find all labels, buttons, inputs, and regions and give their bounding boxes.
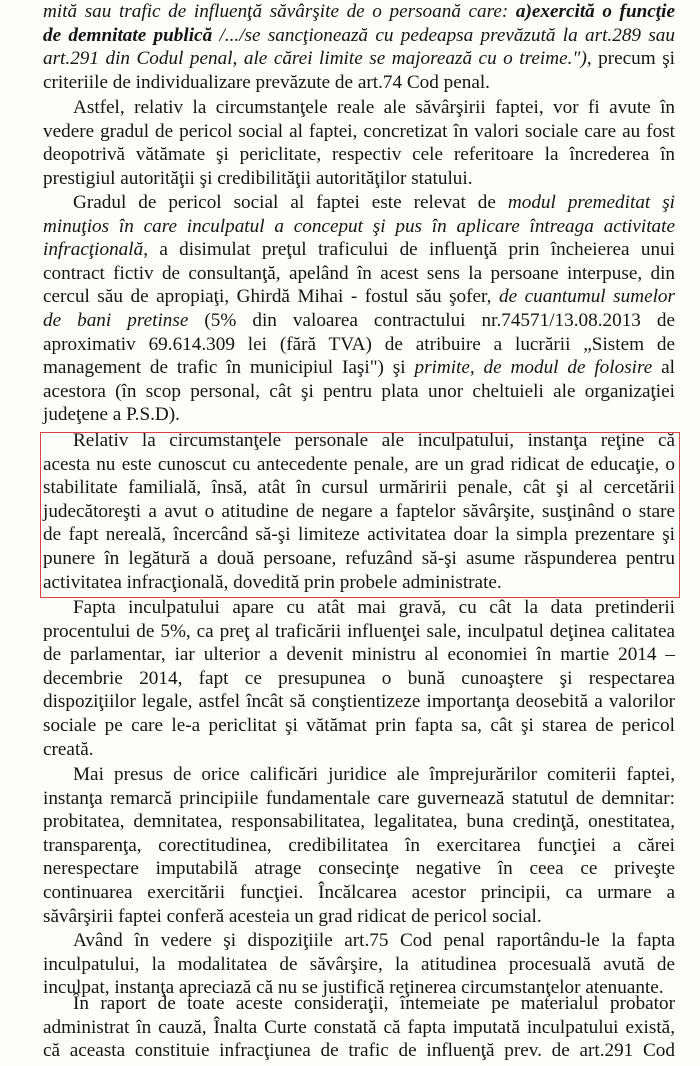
text-line xyxy=(43,120,675,144)
text-line xyxy=(43,881,675,905)
paragraph-2 xyxy=(43,191,675,427)
text-segment: administrat în cauză, Înalta Curte constată că fapta imputată inculpatului există, xyxy=(43,1016,675,1038)
text-line xyxy=(43,810,675,834)
text-segment: al xyxy=(652,357,675,379)
text-segment: art.291 din Codul penal, ale cărei limite se majorează cu o treime.") xyxy=(43,48,587,70)
text-line xyxy=(43,667,675,691)
text-segment: că aceasta constituie infracţiunea de trafic de influenţă prev. de art.291 Cod xyxy=(43,1040,675,1062)
text-line xyxy=(43,857,675,881)
text-segment: (5% din valoarea contractului nr.74571/13.08.2013 de xyxy=(188,309,675,331)
text-segment: Relativ la circumstanţele personale ale inculpatului, instanţa reţine că xyxy=(73,430,675,451)
text-segment: /.../se sancţionează cu pedeapsa prevăzută la art.289 sau xyxy=(212,24,675,46)
text-segment: inculpatului, la modalitatea de săvârşire, la atitudinea procesuală avută de xyxy=(43,953,675,975)
text-line xyxy=(43,215,675,239)
text-segment: continuarea exercitării funcţiei. Încălcarea acestor principii, ca urmare a xyxy=(43,881,675,903)
text-segment: infracţională xyxy=(43,239,144,261)
text-line xyxy=(43,429,675,453)
text-line xyxy=(43,96,675,120)
text-line xyxy=(43,992,675,1016)
paragraph-6 xyxy=(43,929,675,1000)
text-segment: Astfel, relativ la circumstanţele reale ale săvârşirii faptei, vor fi avute în xyxy=(73,97,675,118)
text-segment: , a disimulat preţul traficului de influenţă prin încheierea unui xyxy=(143,239,675,261)
text-segment: minuţios în care inculpatul a conceput şi pus în aplicare întreaga activitate xyxy=(43,215,675,237)
text-segment: instanţa remarcă principiile fundamentale care guvernează statutul de demnitar: xyxy=(43,787,675,809)
text-line xyxy=(43,143,675,167)
paragraph-0 xyxy=(43,0,675,94)
text-line xyxy=(43,905,675,929)
text-line xyxy=(43,309,675,333)
text-segment: prestigiul autorităţii şi credibilităţii autorităţilor statului. xyxy=(43,167,473,189)
text-line xyxy=(43,262,675,286)
text-line xyxy=(43,738,675,762)
text-segment: de demnitate publică xyxy=(43,24,213,46)
text-line xyxy=(43,453,675,477)
text-line xyxy=(43,834,675,858)
text-line xyxy=(43,714,675,738)
text-segment: punere în legătură a două persoane, refuzând să-şi asume răspunderea pentru xyxy=(43,547,675,569)
text-segment: creată. xyxy=(43,738,94,760)
text-line xyxy=(43,380,675,404)
text-segment: judeţene a P.S.D). xyxy=(43,404,180,426)
text-segment: judecătoreşti a avut o atitudine de negare a faptelor săvârşite, susţinând o stare xyxy=(43,500,675,522)
text-segment: management de trafic în municipiul Iaşi") şi xyxy=(43,357,415,379)
text-line xyxy=(43,571,675,595)
text-line xyxy=(43,500,675,524)
text-segment: dispoziţiilor legale, astfel încât să conştientizeze importanţa deosebită a valorilor xyxy=(43,691,675,713)
text-line xyxy=(43,285,675,309)
text-line xyxy=(43,547,675,571)
text-segment: transparenţa, corectitudinea, credibilitatea în exercitarea funcţiei a cărei xyxy=(43,834,675,856)
text-line xyxy=(43,787,675,811)
text-line xyxy=(43,47,675,71)
text-line xyxy=(43,356,675,380)
text-segment: aproximativ 69.614.309 lei (fără TVA) de atribuire a lucrării „Sistem de xyxy=(43,333,675,355)
text-line xyxy=(43,24,675,48)
text-line xyxy=(43,620,675,644)
text-line xyxy=(43,403,675,427)
text-segment: de parlamentar, iar ulterior a devenit ministru al economiei în martie 2014 – xyxy=(43,644,675,666)
text-segment: inculpat, instanţa apreciază că nu se justifică reţinerea circumstanţelor atenuante. xyxy=(43,977,664,999)
paragraph-7 xyxy=(43,992,675,1063)
text-segment: acestora (în scop personal, cât şi pentru plata unor cheltuieli ale organizaţiei xyxy=(43,380,675,402)
text-segment: probitatea, demnitatea, responsabilitatea, legalitatea, buna credinţă, onestitatea, xyxy=(43,811,675,833)
text-segment: Fapta inculpatului apare cu atât mai gravă, cu cât la data pretinderii xyxy=(73,597,675,618)
text-line xyxy=(43,1039,675,1063)
text-line xyxy=(43,238,675,262)
text-segment: Mai presus de orice calificări juridice ale împrejurărilor comiterii faptei, xyxy=(73,764,675,785)
text-segment: primite, de modul de folosire xyxy=(414,357,653,379)
text-line xyxy=(43,763,675,787)
text-line xyxy=(43,953,675,977)
text-segment: criteriile de individualizare prevăzute de art.74 Cod penal. xyxy=(43,71,490,93)
text-segment: săvârşirii faptei conferă acesteia un grad ridicat de pericol social. xyxy=(43,905,542,927)
text-line xyxy=(43,71,675,95)
text-segment: deopotrivă vătămate şi periclitate, respectiv cele referitoare la încrederea în xyxy=(43,144,675,166)
text-segment: În raport de toate aceste consideraţii, întemeiate pe materialul probator xyxy=(73,993,675,1014)
text-segment: , precum şi xyxy=(586,48,675,70)
text-line xyxy=(43,523,675,547)
text-segment: modul premeditat şi xyxy=(507,192,676,213)
text-segment: nerespectare imputabilă atrage consecinţe negative în ceea ce priveşte xyxy=(43,858,675,880)
text-segment: de fapt nereală, încercând să-şi limiteze activitatea doar la simpla prezentare şi xyxy=(43,524,675,546)
text-line xyxy=(43,1016,675,1040)
text-segment: procentului de 5%, ca preţ al traficării influenţei sale, inculpatul deţinea calitatea xyxy=(43,620,675,642)
text-segment: activitatea infracţională, dovedită prin probele administrate. xyxy=(43,571,502,593)
text-segment: Gradul de pericol social al faptei este relevat de xyxy=(73,192,508,213)
text-segment: sociale pe care le-a periclitat şi vătămat prin fapta sa, cât şi starea de pericol xyxy=(43,714,675,736)
text-line xyxy=(43,167,675,191)
paragraph-4 xyxy=(43,596,675,761)
paragraph-3 xyxy=(43,429,675,594)
text-segment: cercul său de apropiaţi, Ghirdă Mihai - fostul său şofer, xyxy=(43,286,499,308)
text-segment: mită sau trafic de influenţă săvârşite de o persoană care: xyxy=(43,1,516,22)
text-line xyxy=(43,191,675,215)
text-segment: a)exercită o funcţie xyxy=(515,1,675,22)
text-line xyxy=(43,929,675,953)
text-segment: stabilitate familială, însă, atât în cursul urmăririi penale, cât şi al cercetării xyxy=(43,477,675,499)
text-line xyxy=(43,333,675,357)
text-segment: acesta nu este cunoscut cu antecedente penale, are un grad ridicat de educaţie, o xyxy=(43,453,675,475)
text-line xyxy=(43,476,675,500)
text-line xyxy=(43,596,675,620)
paragraph-1 xyxy=(43,96,675,190)
text-line xyxy=(43,690,675,714)
paragraph-5 xyxy=(43,763,675,928)
text-line xyxy=(43,0,675,24)
text-segment: de cuantumul sumelor xyxy=(499,286,675,308)
text-segment: vedere gradul de pericol social al faptei, concretizat în valori sociale care au fost xyxy=(43,120,675,142)
text-segment: contract fictiv de consultanţă, apelând în acest sens la persoane interpuse, din xyxy=(43,262,675,284)
text-line xyxy=(43,643,675,667)
text-segment: de bani pretinse xyxy=(43,309,189,331)
text-segment: Având în vedere şi dispoziţiile art.75 Cod penal raportându-le la fapta xyxy=(73,930,675,951)
text-segment: decembrie 2014, fapt ce presupunea o bună cunoaştere şi respectarea xyxy=(43,667,675,689)
